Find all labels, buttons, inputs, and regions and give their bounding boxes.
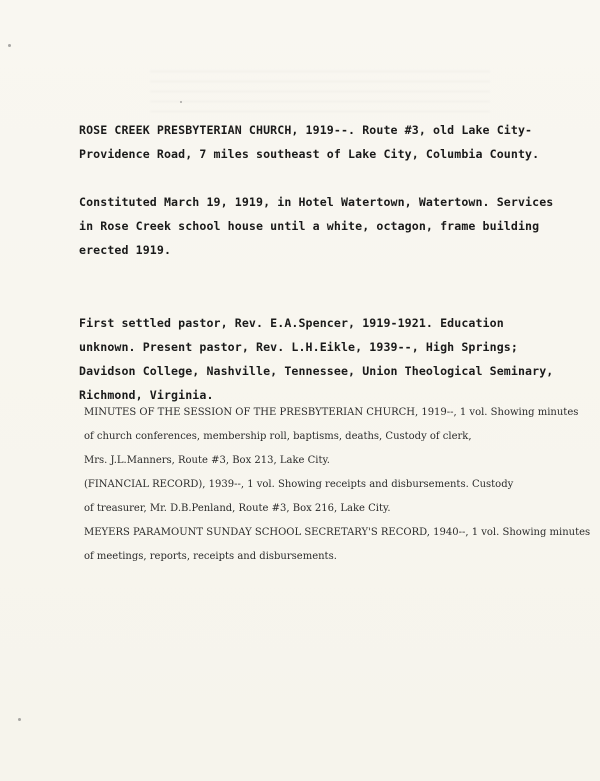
text-line: Constituted March 19, 1919, in Hotel Watertown, Watertown. Services <box>79 195 554 209</box>
record-line: of treasurer, Mr. D.B.Penland, Route #3, Box 216, Lake City. <box>84 503 391 514</box>
text-line: unknown. Present pastor, Rev. L.H.Eikle, 1939--, High Springs; <box>79 340 518 354</box>
bleed-through-text <box>150 62 490 112</box>
text-line: erected 1919. <box>79 243 172 257</box>
constitution-paragraph <box>79 190 554 262</box>
text-line: Providence Road, 7 miles southeast of Lake City, Columbia County. <box>79 147 540 161</box>
text-line: Richmond, Virginia. <box>79 388 214 402</box>
paper-speck <box>180 101 182 103</box>
record-line: of church conferences, membership roll, baptisms, deaths, Custody of clerk, <box>84 431 472 442</box>
record-line: Mrs. J.L.Manners, Route #3, Box 213, Lake City. <box>84 455 330 466</box>
text-line: Davidson College, Nashville, Tennessee, Union Theological Seminary, <box>79 364 554 378</box>
record-line: MEYERS PARAMOUNT SUNDAY SCHOOL SECRETARY'S RECORD, 1940--, 1 vol. Showing minutes <box>84 527 591 538</box>
text-line: in Rose Creek school house until a white, octagon, frame building <box>79 219 540 233</box>
text-line: ROSE CREEK PRESBYTERIAN CHURCH, 1919--. Route #3, old Lake City- <box>79 123 533 137</box>
pastor-paragraph <box>79 311 554 407</box>
paper-speck <box>18 718 21 721</box>
church-heading-paragraph <box>79 118 549 166</box>
text-line: First settled pastor, Rev. E.A.Spencer, 1919-1921. Education <box>79 316 504 330</box>
paper-speck <box>8 44 11 47</box>
record-line: (FINANCIAL RECORD), 1939--, 1 vol. Showing receipts and disbursements. Custody <box>84 479 514 490</box>
record-line: of meetings, reports, receipts and disbursements. <box>84 551 337 562</box>
records-list <box>84 401 591 569</box>
record-line: MINUTES OF THE SESSION OF THE PRESBYTERIAN CHURCH, 1919--, 1 vol. Showing minutes <box>84 407 579 418</box>
